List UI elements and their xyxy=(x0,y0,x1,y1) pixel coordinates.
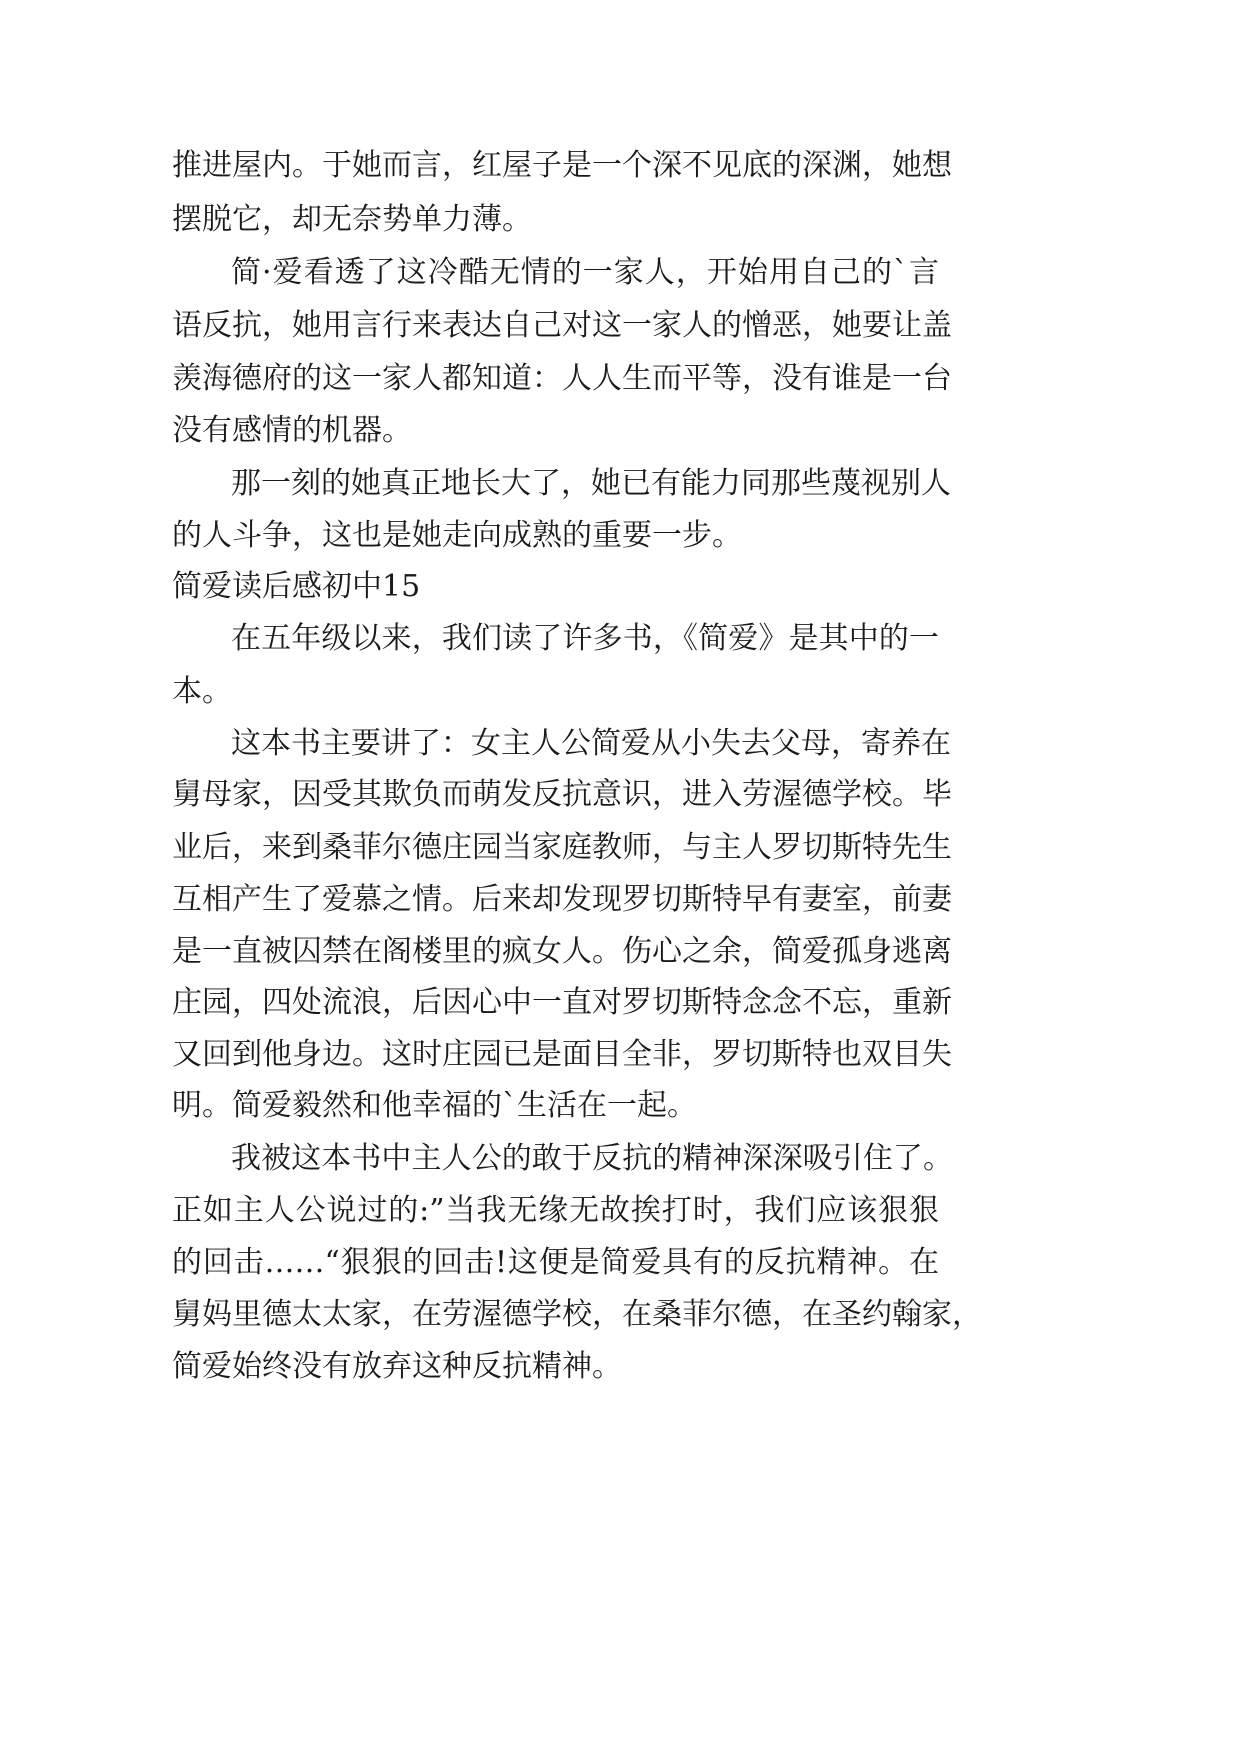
section-heading: 简爱读后感初中15 xyxy=(172,569,421,604)
text-line-7: 那一刻的她真正地长大了，她已有能力同那些蔑视别人 xyxy=(231,466,951,501)
text-line-6: 没有感情的机器。 xyxy=(172,413,412,448)
text-line-3: 简·爱看透了这冷酷无情的一家人，开始用自己的`言 xyxy=(231,255,939,290)
text-line-22: 的回击……“狠狠的回击!这便是简爱具有的反抗精神。在 xyxy=(172,1245,939,1280)
text-line-21: 正如主人公说过的:”当我无缘无故挨打时，我们应该狠狠 xyxy=(172,1193,939,1228)
text-line-19: 明。简爱毅然和他幸福的`生活在一起。 xyxy=(172,1088,697,1123)
text-line-24: 简爱始终没有放弃这种反抗精神。 xyxy=(172,1349,622,1384)
text-line-23: 舅妈里德太太家，在劳渥德学校，在桑菲尔德，在圣约翰家， xyxy=(172,1297,982,1332)
text-line-2: 摆脱它，却无奈势单力薄。 xyxy=(172,202,532,237)
text-line-20: 我被这本书中主人公的敢于反抗的精神深深吸引住了。 xyxy=(231,1141,953,1176)
text-line-12: 这本书主要讲了：女主人公简爱从小失去父母，寄养在 xyxy=(231,726,951,761)
text-line-10: 在五年级以来，我们读了许多书，《简爱》是其中的一 xyxy=(231,621,939,656)
text-line-8: 的人斗争，这也是她走向成熟的重要一步。 xyxy=(172,518,742,553)
text-line-11: 本。 xyxy=(172,674,232,709)
text-line-17: 庄园，四处流浪，后因心中一直对罗切斯特念念不忘，重新 xyxy=(172,985,952,1020)
text-line-5: 羡海德府的这一家人都知道：人人生而平等，没有谁是一台 xyxy=(172,361,952,396)
text-line-1: 推进屋内。于她而言，红屋子是一个深不见底的深渊，她想 xyxy=(172,148,952,183)
text-line-4: 语反抗，她用言行来表达自己对这一家人的憎恶，她要让盖 xyxy=(172,308,952,343)
text-line-16: 是一直被囚禁在阁楼里的疯女人。伤心之余，简爱孤身逃离 xyxy=(172,934,952,969)
text-line-14: 业后，来到桑菲尔德庄园当家庭教师，与主人罗切斯特先生 xyxy=(172,830,952,865)
text-line-15: 互相产生了爱慕之情。后来却发现罗切斯特早有妻室，前妻 xyxy=(172,882,952,917)
text-line-13: 舅母家，因受其欺负而萌发反抗意识，进入劳渥德学校。毕 xyxy=(172,777,952,812)
text-line-18: 又回到他身边。这时庄园已是面目全非，罗切斯特也双目失 xyxy=(172,1037,952,1072)
